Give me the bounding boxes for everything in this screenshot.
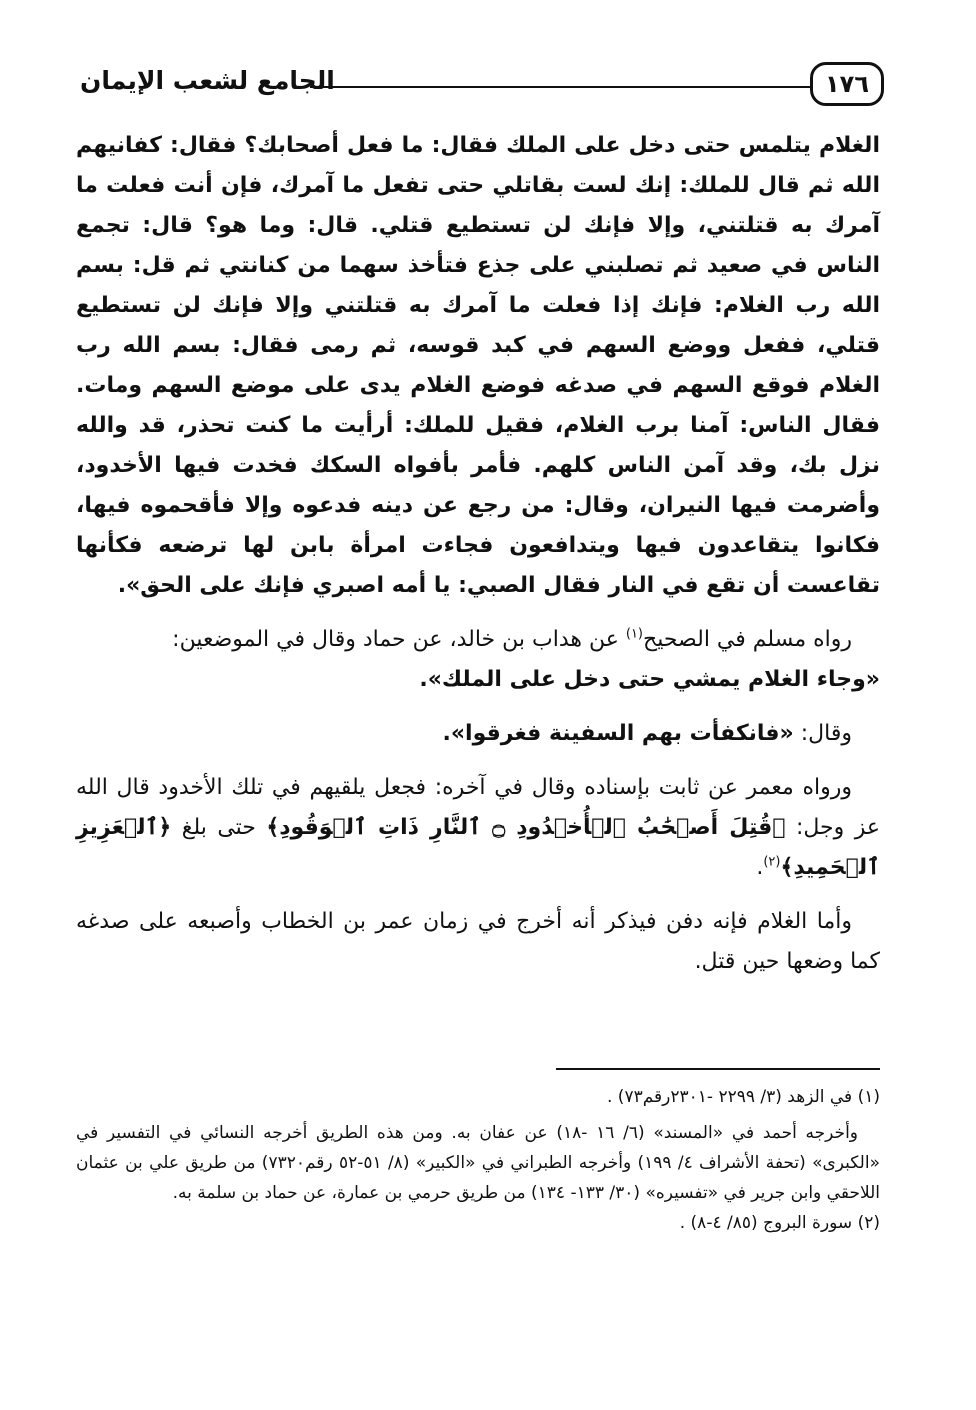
page-number: ١٧٦ [810,62,884,106]
narration-text-cont: عن هداب بن خالد، عن حماد وقال في الموضعين: [172,627,626,652]
closing-paragraph: وأما الغلام فإنه دفن فيذكر أنه أخرج في زمان عمر بن الخطاب وأصبعه على صدغه كما وضعها حين قتل. [76,909,880,974]
mamar-text-cont: حتى بلغ [171,815,267,840]
running-title: الجامع لشعب الإيمان [80,66,335,95]
footnote-1-continued: وأخرجه أحمد في «المسند» (٦/ ١٦ -١٨) عن عفان به. ومن هذه الطريق أخرجه النسائي في التفسير في «الكبرى» (تحفة الأشراف ٤/ ١٩٩) وأخرجه الطبراني في «الكبير» (٨/ ٥١-٥٢ رقم٧٣٢٠) من طريق علي بن عثمان اللاحقي وابن جرير في «تفسيره» (٣٠/ ١٣٣- ١٣٤) من طريق حرمي بن عمارة، عن حماد بن سلمة به. [76,1123,880,1203]
footnote-2: (٢) سورة البروج (٨٥/ ٤-٨) . [679,1213,880,1233]
narration-text: رواه مسلم في الصحيح [643,627,852,652]
main-text [76,126,880,982]
footnote-marker-2: (٢) [763,854,781,870]
narration-quote: «وجاء الغلام يمشي حتى دخل على الملك». [419,667,880,692]
footnote-1: (١) في الزهد (٣/ ٢٢٩٩ -٢٣٠١رقم٧٣) . [607,1087,880,1107]
footnote-marker-1: (١) [625,626,643,642]
hadith-paragraph: الغلام يتلمس حتى دخل على الملك فقال: ما فعل أصحابك؟ فقال: كفانيهم الله ثم قال للملك: إنك لست بقاتلي حتى تفعل ما آمرك، فإن أنت فعلت ما آمرك به قتلتني، وإلا فإنك لن تستطيع قتلي. قال: وما هو؟ قال: تجمع الناس في صعيد ثم تصلبني على جذع فتأخذ سهما من كنانتي ثم قل: بسم الله رب الغلام: فإنك إذا فعلت ما آمرك به قتلتني وإلا فإنك لن تستطيع قتلي، ففعل ووضع السهم في كبد قوسه، ثم رمى فقال: بسم الله رب الغلام فوقع السهم في صدغه فوضع الغلام يدى على موضع السهم ومات. فقال الناس: آمنا برب الغلام، فقيل للملك: أرأيت ما كنت تحذر، قد والله نزل بك، وقد آمن الناس كلهم. فأمر بأفواه السكك فخدت فيها الأخدود، وأضرمت فيها النيران، وقال: من رجع عن دينه فدعوه وإلا فأقحموه فيها، فكانوا يتقاعدون فيها ويتدافعون فجاءت امرأة بابن لها ترضعه فكأنها تقاعست أن تقع في النار فقال الصبي: يا أمه اصبري فإنك على الحق». [76,133,880,598]
said-lead: وقال: [793,721,852,746]
said-quote: «فانكفأت بهم السفينة فغرقوا». [442,721,794,746]
header-rule [310,86,810,88]
footnotes [76,1082,880,1238]
mamar-text: ورواه معمر عن ثابت بإسناده وقال في آخره: فجعل يلقيهم في تلك الأخدود قال الله عز وجل: [76,775,881,840]
quran-verse-2: ﴿ٱلۡعَزِيزِ ٱلۡحَمِيدِ﴾ [76,815,880,880]
said-paragraph [76,714,880,754]
mamar-paragraph [76,768,880,888]
quran-verse-1: ﴿قُتِلَ أَصۡحَٰبُ ٱلۡأُخۡدُودِ ۝ ٱلنَّارِ ذَاتِ ٱلۡوَقُودِ﴾ [266,815,786,840]
narration-paragraph [76,620,880,700]
page-header [80,62,884,118]
footnote-rule [556,1068,880,1070]
mamar-end: . [756,855,764,880]
